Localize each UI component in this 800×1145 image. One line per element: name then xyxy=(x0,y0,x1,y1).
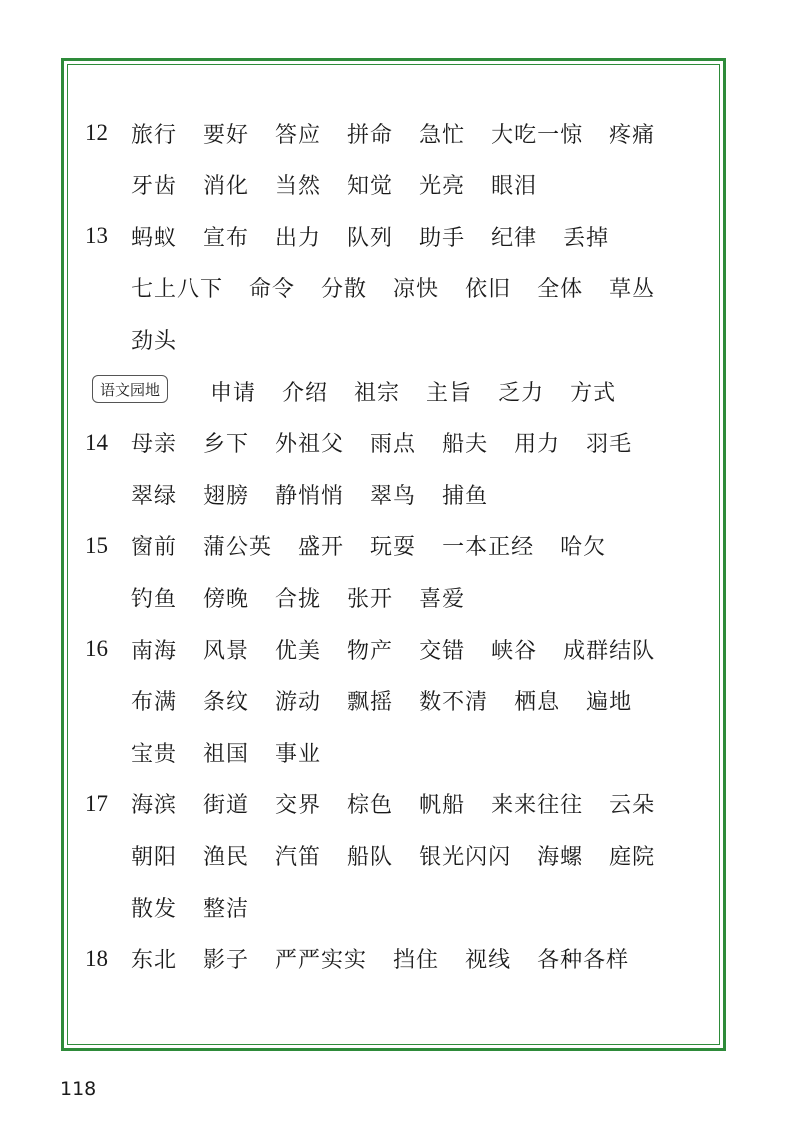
vocab-word: 成群结队 xyxy=(563,638,656,664)
vocab-word: 各种各样 xyxy=(537,948,630,974)
vocab-word: 视线 xyxy=(465,948,512,974)
vocab-word: 眼泪 xyxy=(491,174,538,200)
vocab-word: 喜爱 xyxy=(419,586,466,612)
word-group xyxy=(131,479,514,510)
vocab-word: 海滨 xyxy=(131,793,178,819)
word-line xyxy=(0,835,800,875)
word-group xyxy=(131,840,681,871)
vocab-word: 草丛 xyxy=(609,277,656,303)
vocab-word: 东北 xyxy=(131,948,178,974)
vocab-word: 交错 xyxy=(419,638,466,664)
vocab-word: 丢掉 xyxy=(563,225,610,251)
vocab-word: 外祖父 xyxy=(275,432,345,458)
vocab-word: 一本正经 xyxy=(442,535,535,561)
word-group xyxy=(131,118,681,149)
vocab-word: 栖息 xyxy=(514,690,561,716)
word-line xyxy=(0,474,800,514)
lesson-number: 13 xyxy=(85,223,108,249)
page-number: 118 xyxy=(60,1078,97,1100)
vocab-word: 哈欠 xyxy=(560,535,607,561)
vocab-word: 蒲公英 xyxy=(203,535,273,561)
vocab-word: 船队 xyxy=(347,844,394,870)
word-group xyxy=(131,582,491,613)
word-group xyxy=(131,324,203,355)
lesson-number: 15 xyxy=(85,532,108,558)
vocab-word: 物产 xyxy=(347,638,394,664)
vocab-word: 数不清 xyxy=(419,690,489,716)
vocab-word: 羽毛 xyxy=(586,432,633,458)
word-group xyxy=(131,530,632,561)
word-group xyxy=(131,272,681,303)
vocab-word: 遍地 xyxy=(586,690,633,716)
vocab-word: 事业 xyxy=(275,741,322,767)
vocab-word: 影子 xyxy=(203,948,250,974)
vocab-word: 翅膀 xyxy=(203,483,250,509)
vocab-word: 帆船 xyxy=(419,793,466,819)
vocab-word: 纪律 xyxy=(491,225,538,251)
section-badge: 语文园地 xyxy=(92,375,168,403)
word-group xyxy=(131,427,658,458)
word-group xyxy=(131,737,347,768)
vocab-word: 祖宗 xyxy=(354,380,401,406)
vocab-word: 命令 xyxy=(249,277,296,303)
vocab-word: 游动 xyxy=(275,690,322,716)
word-line xyxy=(0,113,800,153)
vocab-word: 渔民 xyxy=(203,844,250,870)
vocab-word: 助手 xyxy=(419,225,466,251)
vocab-word: 蚂蚁 xyxy=(131,225,178,251)
word-line xyxy=(0,629,800,669)
vocab-word: 方式 xyxy=(570,380,617,406)
vocab-word: 要好 xyxy=(203,122,250,148)
vocab-word: 宣布 xyxy=(203,225,250,251)
word-line xyxy=(0,268,800,308)
vocab-word: 条纹 xyxy=(203,690,250,716)
vocab-word: 峡谷 xyxy=(491,638,538,664)
vocab-word: 拼命 xyxy=(347,122,394,148)
vocab-word: 严严实实 xyxy=(275,948,368,974)
vocab-word: 海螺 xyxy=(537,844,584,870)
vocab-word: 知觉 xyxy=(347,174,394,200)
vocab-word: 玩耍 xyxy=(370,535,417,561)
vocab-word: 挡住 xyxy=(393,948,440,974)
vocab-word: 凉快 xyxy=(393,277,440,303)
vocab-word: 合拢 xyxy=(275,586,322,612)
vocab-word: 布满 xyxy=(131,690,178,716)
vocab-word: 宝贵 xyxy=(131,741,178,767)
vocab-word: 申请 xyxy=(210,380,257,406)
word-group xyxy=(210,376,642,407)
vocab-word: 乏力 xyxy=(498,380,545,406)
vocab-word: 乡下 xyxy=(203,432,250,458)
vocab-word: 主旨 xyxy=(426,380,473,406)
word-line xyxy=(0,319,800,359)
vocab-word: 钓鱼 xyxy=(131,586,178,612)
vocab-word: 用力 xyxy=(514,432,561,458)
vocab-word: 散发 xyxy=(131,896,178,922)
vocab-word: 疼痛 xyxy=(609,122,656,148)
word-line xyxy=(0,165,800,205)
lesson-number: 12 xyxy=(85,120,108,145)
vocab-word: 消化 xyxy=(203,174,250,200)
vocab-word: 云朵 xyxy=(609,793,656,819)
vocab-word: 答应 xyxy=(275,122,322,148)
vocab-word: 全体 xyxy=(537,277,584,303)
lesson-number: 14 xyxy=(85,429,108,455)
vocab-word: 船夫 xyxy=(442,432,489,458)
vocab-word: 棕色 xyxy=(347,793,394,819)
vocab-word: 整洁 xyxy=(203,896,250,922)
word-group xyxy=(131,685,658,716)
vocab-word: 来来往往 xyxy=(491,793,584,819)
vocab-word: 旅行 xyxy=(131,122,178,148)
word-group xyxy=(131,788,681,819)
lesson-number: 17 xyxy=(85,790,108,816)
vocab-word: 分散 xyxy=(321,277,368,303)
vocab-word: 依旧 xyxy=(465,277,512,303)
vocab-word: 风景 xyxy=(203,638,250,664)
vocab-word: 交界 xyxy=(275,793,322,819)
vocab-word: 傍晚 xyxy=(203,586,250,612)
word-line xyxy=(0,423,800,463)
vocab-word: 庭院 xyxy=(609,844,656,870)
word-group xyxy=(131,892,275,923)
word-line xyxy=(0,887,800,927)
vocab-word: 介绍 xyxy=(282,380,329,406)
vocab-word: 七上八下 xyxy=(131,277,224,303)
vocab-word: 雨点 xyxy=(370,432,417,458)
lesson-number: 18 xyxy=(85,945,108,971)
vocab-word: 街道 xyxy=(203,793,250,819)
word-line xyxy=(0,939,800,979)
vocab-word: 捕鱼 xyxy=(442,483,489,509)
lesson-number: 16 xyxy=(85,636,108,661)
word-group xyxy=(131,169,563,200)
word-line xyxy=(0,371,800,411)
vocab-word: 劲头 xyxy=(131,328,178,354)
vocab-word: 静悄悄 xyxy=(275,483,345,509)
vocab-word: 张开 xyxy=(347,586,394,612)
vocab-word: 汽笛 xyxy=(275,844,322,870)
vocab-word: 盛开 xyxy=(298,535,345,561)
vocab-word: 祖国 xyxy=(203,741,250,767)
word-line xyxy=(0,681,800,721)
vocab-word: 牙齿 xyxy=(131,174,178,200)
vocab-word: 出力 xyxy=(275,225,322,251)
vocab-word: 当然 xyxy=(275,174,322,200)
word-group xyxy=(131,943,655,974)
vocab-word: 银光闪闪 xyxy=(419,844,512,870)
word-line xyxy=(0,732,800,772)
vocab-word: 优美 xyxy=(275,638,322,664)
vocab-word: 队列 xyxy=(347,225,394,251)
vocab-word: 急忙 xyxy=(419,122,466,148)
vocab-word: 南海 xyxy=(131,638,178,664)
vocab-word: 朝阳 xyxy=(131,844,178,870)
word-line xyxy=(0,526,800,566)
vocab-word: 飘摇 xyxy=(347,690,394,716)
vocab-word: 翠鸟 xyxy=(370,483,417,509)
vocab-word: 大吃一惊 xyxy=(491,122,584,148)
word-line xyxy=(0,784,800,824)
word-group xyxy=(131,221,635,252)
vocab-word: 光亮 xyxy=(419,174,466,200)
word-line xyxy=(0,216,800,256)
word-line xyxy=(0,577,800,617)
vocab-word: 翠绿 xyxy=(131,483,178,509)
vocab-word: 母亲 xyxy=(131,432,178,458)
vocab-word: 窗前 xyxy=(131,535,178,561)
word-group xyxy=(131,634,681,665)
